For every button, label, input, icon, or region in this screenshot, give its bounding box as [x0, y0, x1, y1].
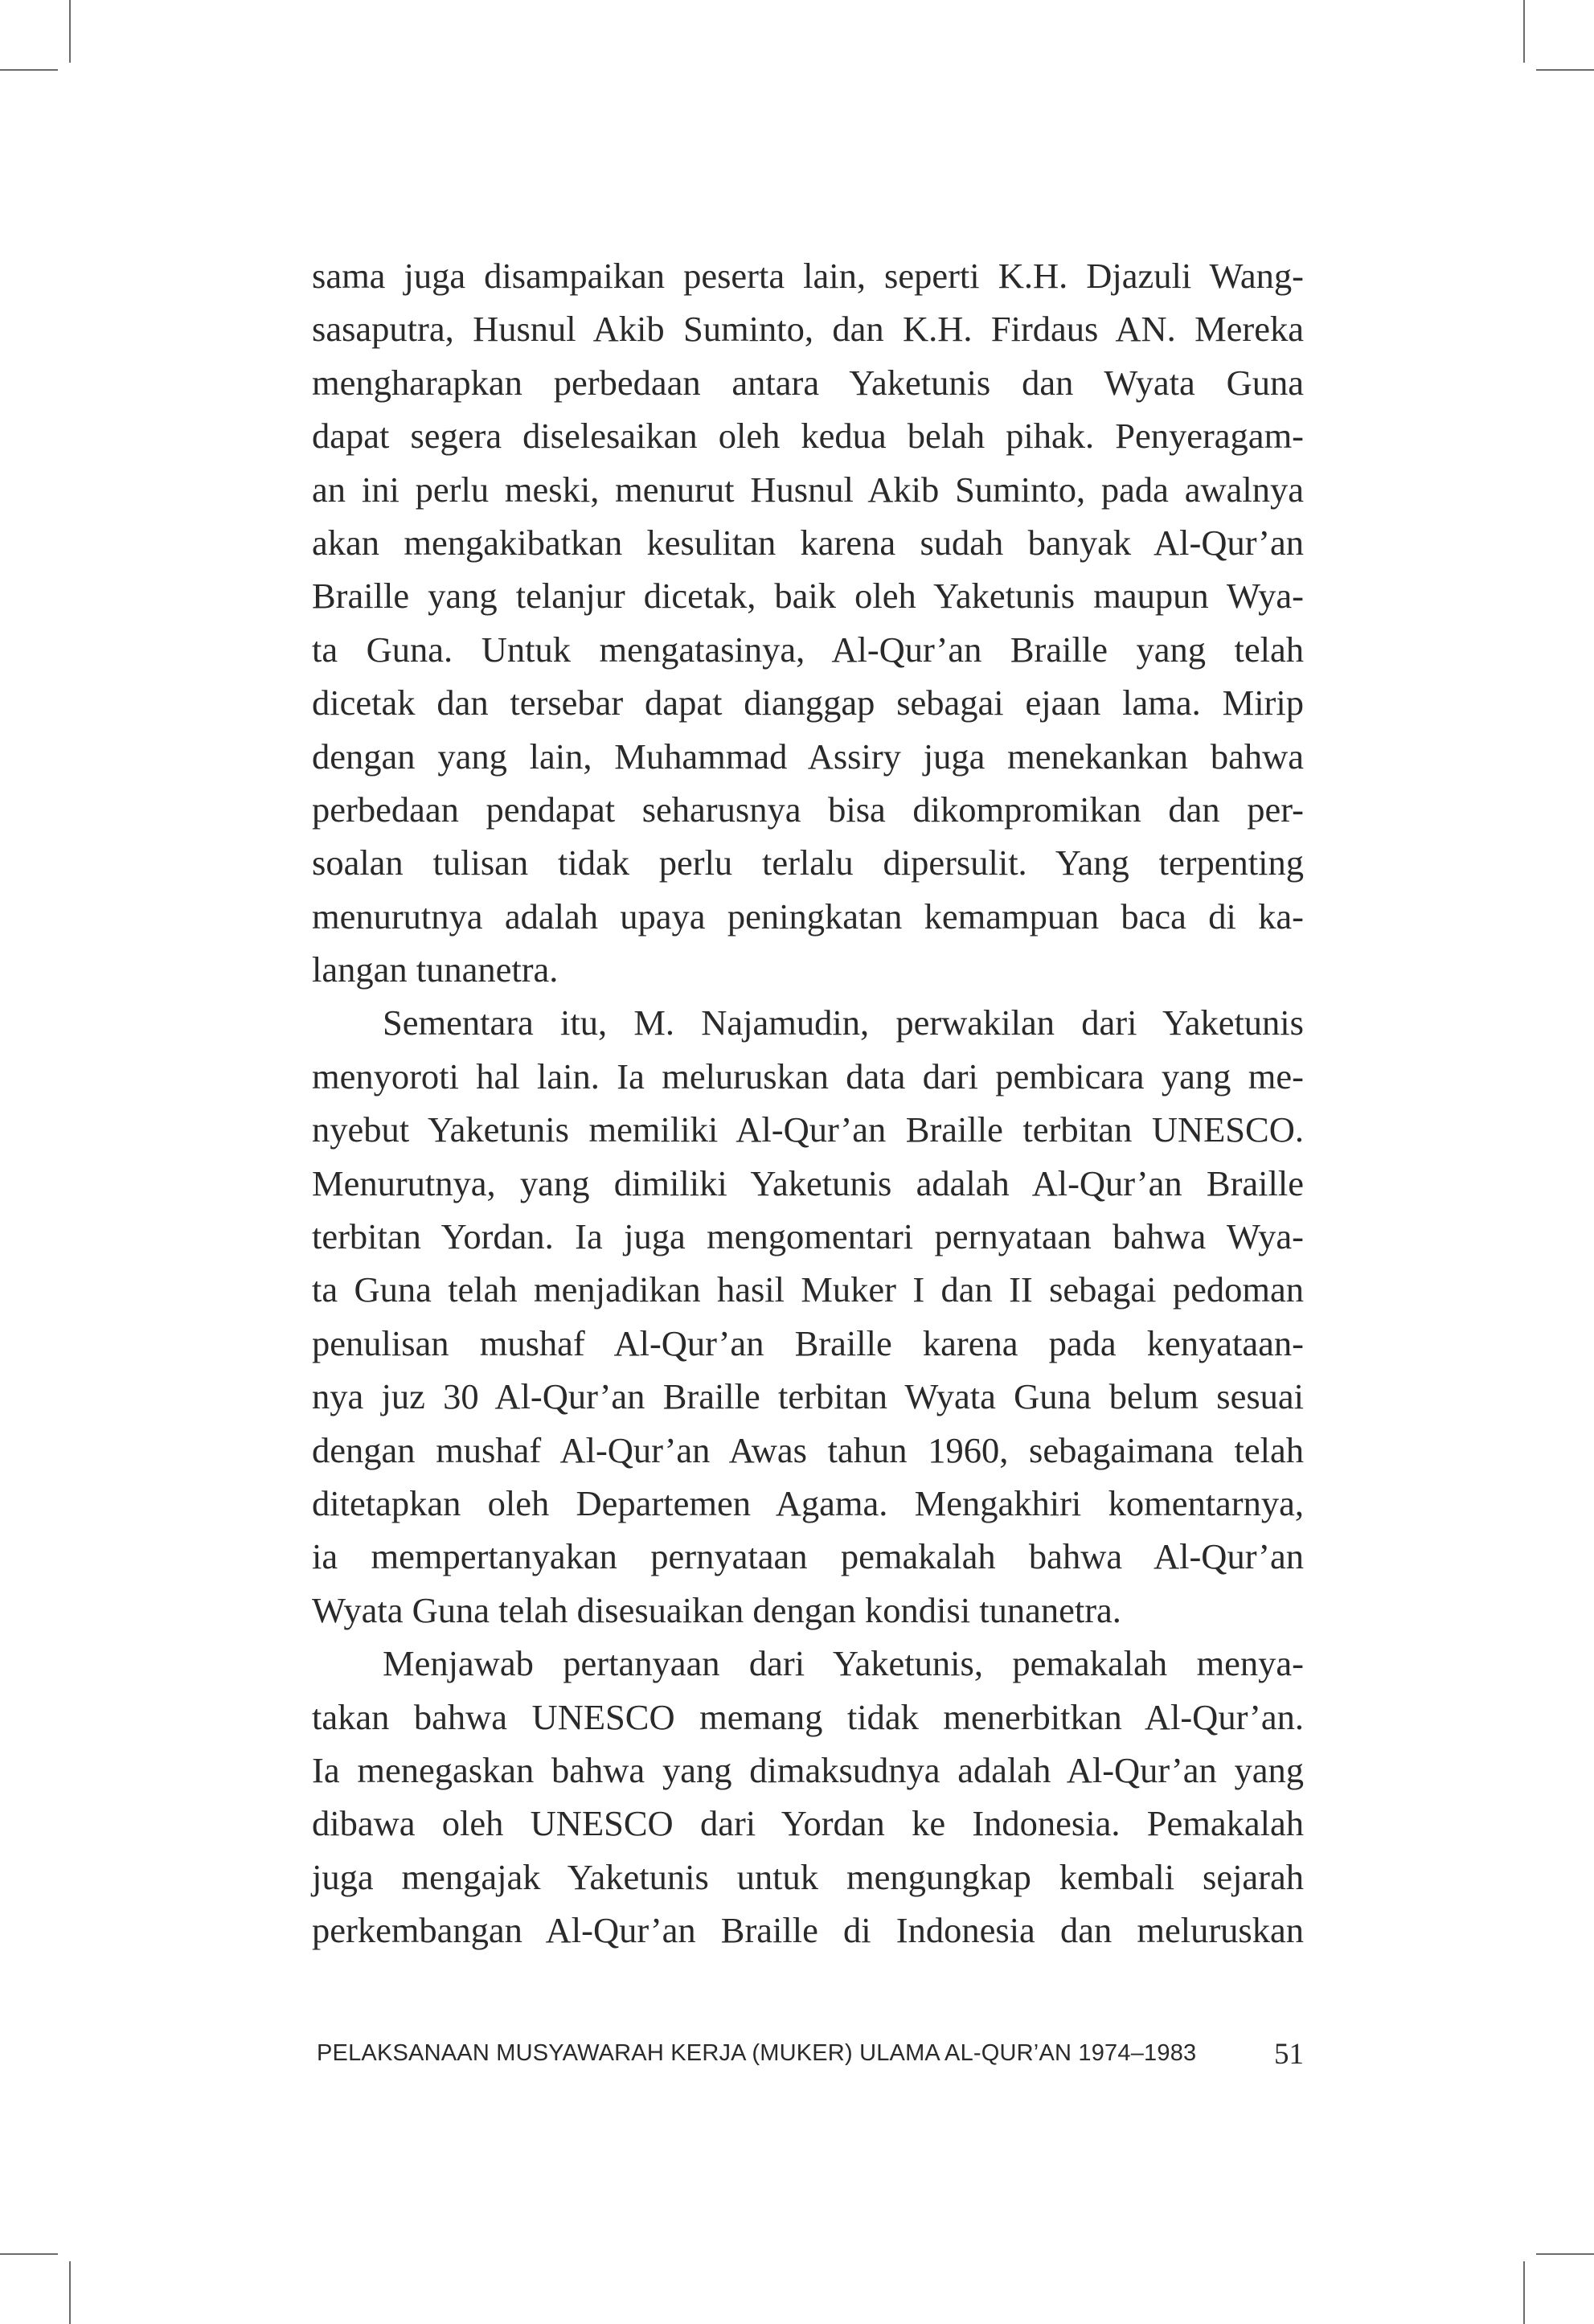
page-footer	[312, 2034, 1304, 2082]
paragraph-1	[312, 249, 1304, 996]
text-line: ta Guna telah menjadikan hasil Muker I dan II sebagai pedoman	[312, 1269, 1304, 1310]
paragraph-2	[312, 996, 1304, 1637]
text-line: ta Guna. Untuk mengatasinya, Al-Qur’an Braille yang telah	[312, 629, 1304, 670]
text-line: dicetak dan tersebar dapat dianggap sebagai ejaan lama. Mirip	[312, 682, 1304, 723]
text-line: juga mengajak Yaketunis untuk mengungkap kembali sejarah	[312, 1856, 1304, 1897]
text-line: Braille yang telanjur dicetak, baik oleh Yaketunis maupun Wya-	[312, 576, 1304, 617]
text-line: ditetapkan oleh Departemen Agama. Mengakhiri komentarnya,	[312, 1482, 1304, 1523]
page-number: 51	[1274, 2038, 1304, 2071]
crop-mark-bottom-left-vertical	[69, 2261, 71, 2324]
text-line: Menjawab pertanyaan dari Yaketunis, pemakalah menya-	[383, 1643, 1304, 1684]
text-line: Ia menegaskan bahwa yang dimaksudnya adalah Al-Qur’an yang	[312, 1749, 1304, 1790]
crop-mark-top-left-horizontal	[0, 69, 58, 71]
text-line: takan bahwa UNESCO memang tidak menerbitkan Al-Qur’an.	[312, 1696, 1304, 1737]
crop-mark-bottom-right-horizontal	[1536, 2253, 1594, 2255]
text-line: sasaputra, Husnul Akib Suminto, dan K.H. Firdaus AN. Mereka	[312, 309, 1304, 350]
crop-mark-top-right-horizontal	[1536, 69, 1594, 71]
text-line: mengharapkan perbedaan antara Yaketunis dan Wyata Guna	[312, 362, 1304, 403]
running-head: PELAKSANAAN MUSYAWARAH KERJA (MUKER) ULAMA AL-QUR’AN 1974–1983	[317, 2040, 1197, 2066]
text-line: perkembangan Al-Qur’an Braille di Indonesia dan meluruskan	[312, 1910, 1304, 1951]
text-line: dengan yang lain, Muhammad Assiry juga menekankan bahwa	[312, 736, 1304, 777]
text-line: an ini perlu meski, menurut Husnul Akib Suminto, pada awalnya	[312, 469, 1304, 510]
text-line: nyebut Yaketunis memiliki Al-Qur’an Braille terbitan UNESCO.	[312, 1109, 1304, 1150]
crop-mark-bottom-right-vertical	[1523, 2261, 1525, 2324]
text-line: dibawa oleh UNESCO dari Yordan ke Indonesia. Pemakalah	[312, 1803, 1304, 1844]
text-line: ia mempertanyakan pernyataan pemakalah bahwa Al-Qur’an	[312, 1536, 1304, 1577]
body-text	[312, 249, 1304, 1957]
crop-mark-top-left-vertical	[69, 0, 71, 63]
text-line: terbitan Yordan. Ia juga mengomentari pernyataan bahwa Wya-	[312, 1216, 1304, 1257]
crop-mark-bottom-left-horizontal	[0, 2253, 58, 2255]
text-line: Wyata Guna telah disesuaikan dengan kondisi tunanetra.	[312, 1589, 1121, 1630]
text-line: dengan mushaf Al-Qur’an Awas tahun 1960, sebagaimana telah	[312, 1429, 1304, 1470]
text-line: sama juga disampaikan peserta lain, seperti K.H. Djazuli Wang-	[312, 256, 1304, 296]
text-line: langan tunanetra.	[312, 949, 559, 990]
text-line: soalan tulisan tidak perlu terlalu dipersulit. Yang terpenting	[312, 842, 1304, 883]
paragraph-3	[312, 1637, 1304, 1957]
text-line: Menurutnya, yang dimiliki Yaketunis adalah Al-Qur’an Braille	[312, 1162, 1304, 1203]
text-line: akan mengakibatkan kesulitan karena sudah banyak Al-Qur’an	[312, 522, 1304, 563]
text-line: perbedaan pendapat seharusnya bisa dikompromikan dan per-	[312, 789, 1304, 830]
text-line: dapat segera diselesaikan oleh kedua belah pihak. Penyeragam-	[312, 416, 1304, 457]
text-line: nya juz 30 Al-Qur’an Braille terbitan Wyata Guna belum sesuai	[312, 1376, 1304, 1417]
text-line: menyoroti hal lain. Ia meluruskan data dari pembicara yang me-	[312, 1055, 1304, 1096]
text-line: penulisan mushaf Al-Qur’an Braille karena pada kenyataan-	[312, 1322, 1304, 1363]
text-line: menurutnya adalah upaya peningkatan kemampuan baca di ka-	[312, 896, 1304, 937]
text-line: Sementara itu, M. Najamudin, perwakilan dari Yaketunis	[383, 1002, 1304, 1043]
crop-mark-top-right-vertical	[1523, 0, 1525, 63]
